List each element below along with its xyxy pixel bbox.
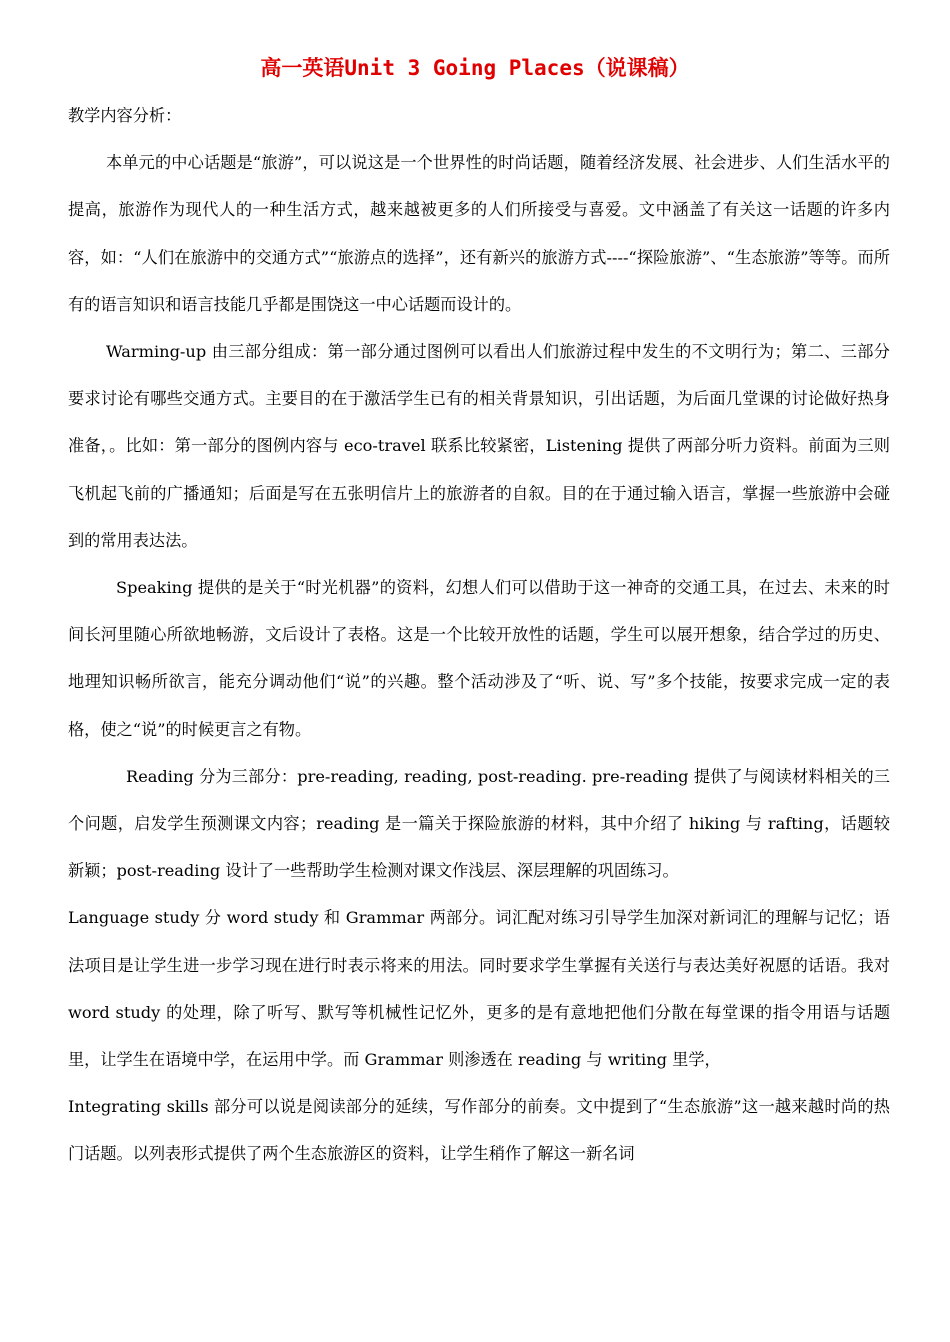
paragraph-integrating-skills: Integrating skills 部分可以说是阅读部分的延续，写作部分的前奏。文中提到了“生态旅游”这一越来越时尚的热门话题。以列表形式提供了两个生态旅游区的资料，让学生稍作了解这一新名词 xyxy=(68,1097,890,1164)
paragraph-topic-overview: 本单元的中心话题是“旅游”，可以说这是一个世界性的时尚话题，随着经济发展、社会进步、人们生活水平的提高，旅游作为现代人的一种生活方式，越来越被更多的人们所接受与喜爱。文中涵盖了有关这一话题的许多内容，如：“人们在旅游中的交通方式”“旅游点的选择”，还有新兴的旅游方式----“探险旅游”、“生态旅游”等等。而所有的语言知识和语言技能几乎都是围饶这一中心话题而设计的。 xyxy=(68,153,890,314)
section-label: 教学内容分析： xyxy=(68,106,182,125)
paragraph-reading: Reading 分为三部分：pre-reading, reading, post-reading. pre-reading 提供了与阅读材料相关的三个问题，启发学生预测课文内容；reading 是一篇关于探险旅游的材料，其中介绍了 hiking 与 rafting，话题较新颖；post-reading 设计了一些帮助学生检测对课文作浅层、深层理解的巩固练习。 xyxy=(68,766,890,881)
document-title: 高一英语Unit 3 Going Places（说课稿） xyxy=(260,56,690,80)
document-body xyxy=(68,92,890,1178)
paragraph-warming-up: Warming-up 由三部分组成：第一部分通过图例可以看出人们旅游过程中发生的不文明行为；第二、三部分要求讨论有哪些交通方式。主要目的在于激活学生已有的相关背景知识，引出话题，为后面几堂课的讨论做好热身准备，。比如：第一部分的图例内容与 eco-travel 联系比较紧密，Listening 提供了两部分听力资料。前面为三则飞机起飞前的广播通知；后面是写在五张明信片上的旅游者的自叙。目的在于通过输入语言，掌握一些旅游中会碰到的常用表达法。 xyxy=(68,342,890,550)
paragraph-speaking: Speaking 提供的是关于“时光机器”的资料，幻想人们可以借助于这一神奇的交通工具，在过去、未来的时间长河里随心所欲地畅游，文后设计了表格。这是一个比较开放性的话题，学生可以展开想象，结合学过的历史、地理知识畅所欲言，能充分调动他们“说”的兴趣。整个活动涉及了“听、说、写”多个技能，按要求完成一定的表格，使之“说”的时候更言之有物。 xyxy=(68,578,890,739)
paragraph-language-study: Language study 分 word study 和 Grammar 两部分。词汇配对练习引导学生加深对新词汇的理解与记忆；语法项目是让学生进一步学习现在进行时表示将来的用法。同时要求学生掌握有关送行与表达美好祝愿的话语。我对 word study 的处理，除了听写、默写等机械性记忆外，更多的是有意地把他们分散在每堂课的指令用语与话题里，让学生在语境中学，在运用中学。而 Grammar 则渗透在 reading 与 writing 里学， xyxy=(68,908,890,1070)
